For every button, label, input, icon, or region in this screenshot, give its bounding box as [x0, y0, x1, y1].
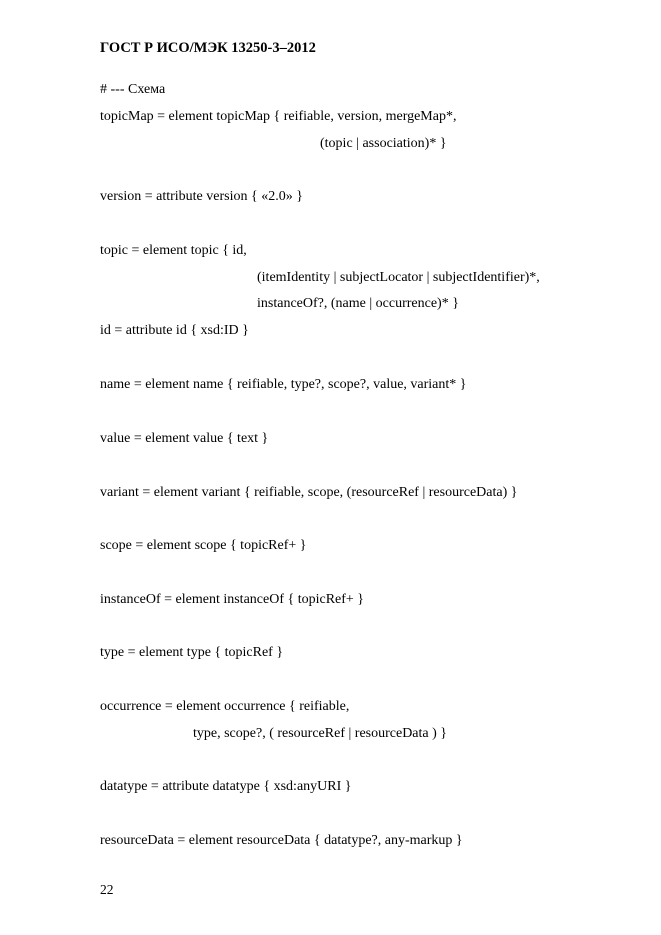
schema-line-topic: topic = element topic { id, — [100, 243, 247, 258]
schema-line-value: value = element value { text } — [100, 431, 269, 446]
schema-line-scope: scope = element scope { topicRef+ } — [100, 538, 307, 553]
schema-line-topic-cont1: (itemIdentity | subjectLocator | subjectIdentifier)*, — [257, 270, 540, 285]
schema-line-id: id = attribute id { xsd:ID } — [100, 323, 249, 338]
schema-line-occurrence-cont: type, scope?, ( resourceRef | resourceData ) } — [193, 726, 448, 741]
schema-comment-line: # --- Схема — [100, 82, 166, 97]
schema-line-version: version = attribute version { «2.0» } — [100, 189, 303, 204]
page-number: 22 — [100, 882, 114, 897]
schema-line-datatype: datatype = attribute datatype { xsd:anyURI } — [100, 779, 352, 794]
schema-line-resourcedata: resourceData = element resourceData { datatype?, any-markup } — [100, 833, 463, 848]
schema-line-instanceof: instanceOf = element instanceOf { topicRef+ } — [100, 592, 365, 607]
schema-line-type: type = element type { topicRef } — [100, 645, 284, 660]
document-header: ГОСТ Р ИСО/МЭК 13250-3–2012 — [100, 40, 316, 56]
schema-line-topicmap: topicMap = element topicMap { reifiable, version, mergeMap*, — [100, 109, 457, 124]
schema-line-topic-cont2: instanceOf?, (name | occurrence)* } — [257, 296, 459, 311]
schema-line-topicmap-cont: (topic | association)* } — [320, 136, 447, 151]
schema-line-occurrence: occurrence = element occurrence { reifiable, — [100, 699, 350, 714]
schema-line-name: name = element name { reifiable, type?, scope?, value, variant* } — [100, 377, 467, 392]
schema-line-variant: variant = element variant { reifiable, scope, (resourceRef | resourceData) } — [100, 485, 518, 500]
